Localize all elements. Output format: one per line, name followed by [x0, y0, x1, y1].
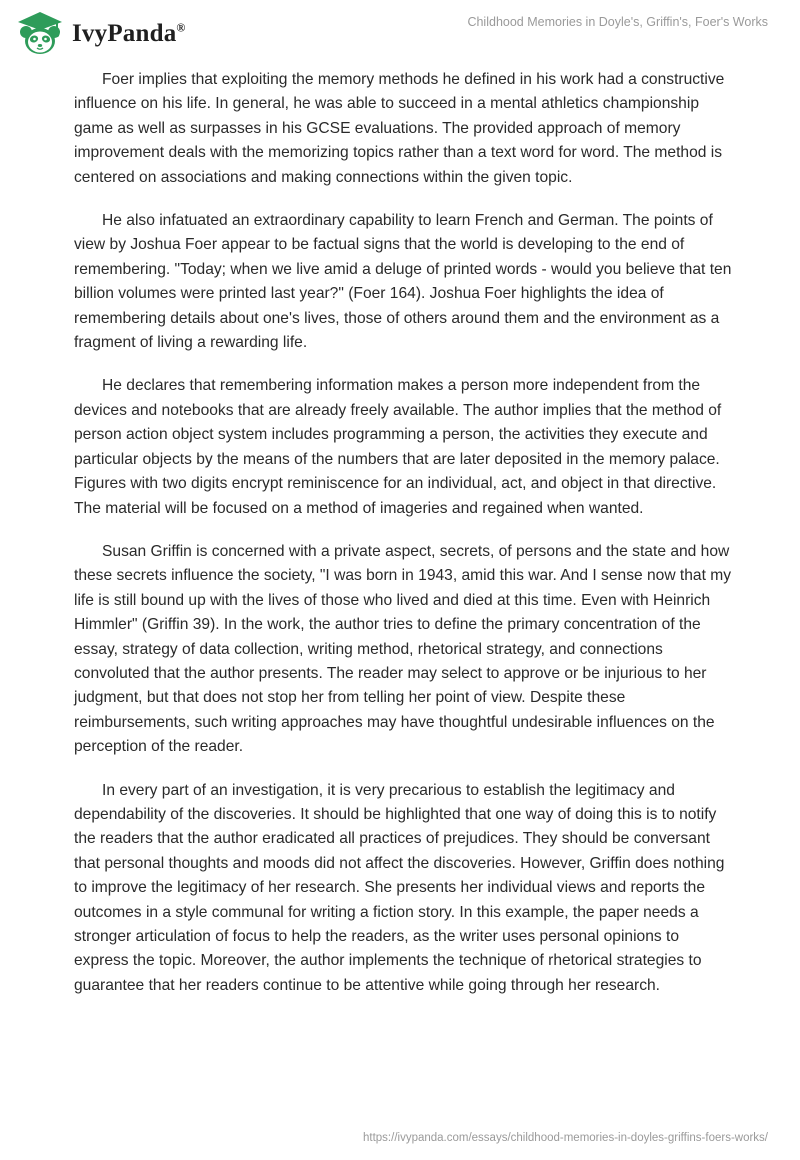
ivypanda-logo[interactable]: [14, 8, 186, 60]
source-url[interactable]: https://ivypanda.com/essays/childhood-memories-in-doyles-griffins-foers-works/: [363, 1132, 768, 1144]
paragraph-1: Foer implies that exploiting the memory methods he defined in his work had a constructive influence on his life. In general, he was able to succeed in a mental athletics championship game as well as surpasses in his GCSE evaluations. The provided approach of memory improvement deals with the memorizing topics rather than a text word for word. The method is centered on associations and making connections within the given topic.: [74, 71, 725, 186]
essay-body: [74, 68, 734, 1017]
brand-name: IvyPanda®: [72, 20, 186, 47]
paragraph-3: He declares that remembering information makes a person more independent from the devices and notebooks that are already freely available. The author implies that the method of person action object system includes programming a person, the activities they execute and particular objects by the means of the numbers that are later deposited in the memory palace. Figures with two digits encrypt reminiscence for an individual, act, and object in that directive. The material will be focused on a method of imageries and regained when wanted.: [74, 377, 722, 517]
page-header: [0, 0, 800, 64]
paragraph-2: He also infatuated an extraordinary capability to learn French and German. The points of view by Joshua Foer appear to be factual signs that the world is developing to the end of remembering. "Today; when we live amid a deluge of printed words - would you believe that ten billion volumes were printed last year?" (Foer 164). Joshua Foer highlights the idea of remembering details about one's lives, those of others around them and the environment as a fragment of living a rewarding life.: [74, 212, 732, 352]
paragraph-4: Susan Griffin is concerned with a private aspect, secrets, of persons and the state and how these secrets influence the society, "I was born in 1943, amid this war. And I sense now that my life is still bound up with the lives of those who lived and died at this time. Even with Heinrich Himmler" (Griffin 39). In the work, the author tries to define the primary concentration of the essay, strategy of data collection, writing method, rhetorical strategy, and connections convoluted that the author presents. The reader may select to approve or be injurious to her judgment, but that does not stop her from telling her point of view. Despite these reimbursements, such writing approaches may have thoughtful undesirable influences on the perception of the reader.: [74, 542, 732, 756]
document-title: Childhood Memories in Doyle's, Griffin's, Foer's Works: [467, 15, 768, 29]
panda-graduate-icon: [14, 8, 66, 60]
paragraph-5: In every part of an investigation, it is very precarious to establish the legitimacy and dependability of the discoveries. It should be highlighted that one way of doing this is to notify the readers that the author eradicated all practices of prejudices. They should be conversant that personal thoughts and moods did not affect the discoveries. However, Griffin does nothing to improve the legitimacy of her research. She presents her individual views and reports the outcomes in a style communal for writing a fiction story. In this example, the paper needs a stronger articulation of focus to help the readers, as the writer uses personal opinions to express the topic. Moreover, the author implements the technique of rhetorical strategies to guarantee that her readers continue to be attentive while going through her research.: [74, 781, 725, 994]
registered-mark: ®: [176, 20, 186, 35]
